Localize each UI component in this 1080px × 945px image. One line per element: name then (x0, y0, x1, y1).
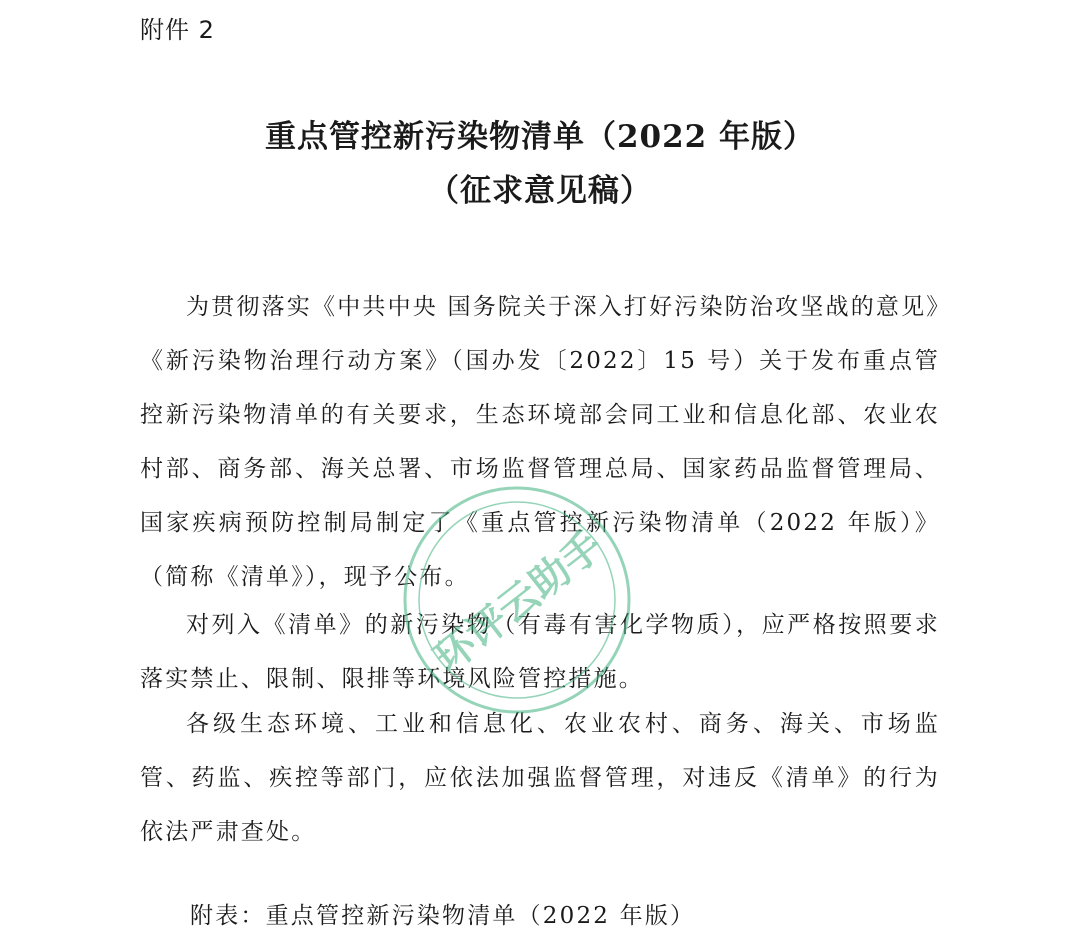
watermark-text: 环评云助手 (425, 522, 612, 683)
document-title: 重点管控新污染物清单（2022 年版） (264, 119, 816, 155)
body-paragraph-3-block (140, 697, 940, 859)
appendix-line: 附表：重点管控新污染物清单（2022 年版） (190, 903, 696, 929)
attachment-label: 附件 2 (140, 16, 215, 44)
body-paragraph-1-block (140, 280, 940, 604)
body-paragraph: 对列入《清单》的新污染物（有毒有害化学物质），应严格按照要求落实禁止、限制、限排等环境风险管控措施。 (140, 612, 940, 692)
document-subtitle: （征求意见稿） (428, 173, 652, 209)
body-paragraph-2-block (140, 598, 940, 706)
body-paragraph: 各级生态环境、工业和信息化、农业农村、商务、海关、市场监管、药监、疾控等部门，应依法加强监督管理，对违反《清单》的行为依法严肃查处。 (140, 711, 940, 845)
body-paragraph: 为贯彻落实《中共中央 国务院关于深入打好污染防治攻坚战的意见》《新污染物治理行动方案》（国办发〔2022〕15 号）关于发布重点管控新污染物清单的有关要求，生态环境部会同工业和信息化部、农业农村部、商务部、海关总署、市场监督管理总局、国家药品监督管理局、国家疾病预防控制局制定了《重点管控新污染物清单（2022 年版）》（简称《清单》），现予公布。 (140, 294, 941, 590)
